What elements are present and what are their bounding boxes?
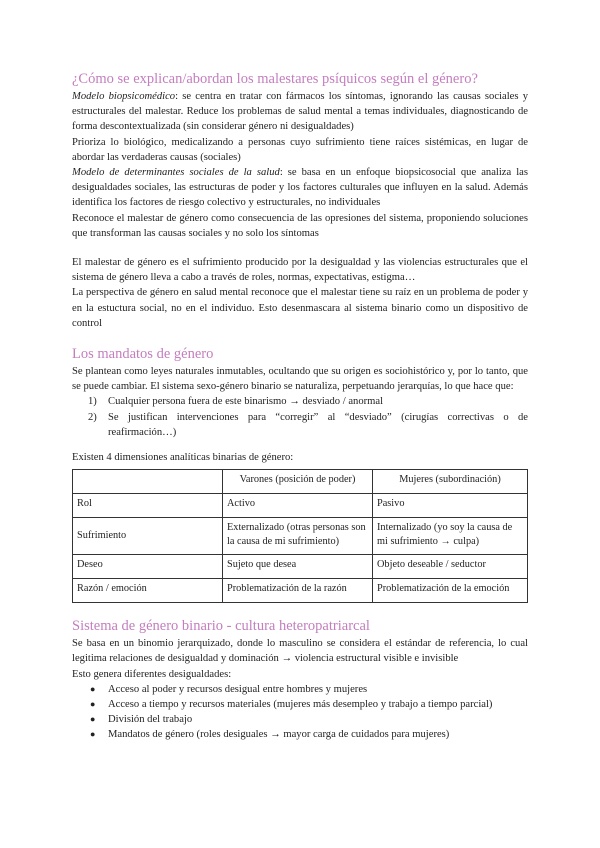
table-caption: Existen 4 dimensiones analíticas binarias de género: [72,452,294,464]
table-cell: Sufrimiento [73,518,223,555]
bullet-icon: ● [90,683,96,694]
gender-dimensions-table [72,469,528,603]
document-page [72,70,528,743]
bullet-list [72,682,528,743]
bullet-icon: ● [90,729,96,740]
list-number: 1) [88,396,97,408]
paragraph-malestar-genero: El malestar de género es el sufrimiento producido por la desigualdad y las violencias estructurales que el sistema de género lleva a cabo a través de roles, normas, expectativas, estigma… [72,257,528,284]
table-cell: Problematización de la emoción [373,579,528,603]
table-header-cell: Varones (posición de poder) [223,470,373,494]
paragraph-prioriza: Prioriza lo biológico, medicalizando a personas cuyo sufrimiento tiene raíces sistémicas, en lugar de abordar las verdaderas causas (sociales) [72,136,528,163]
table-cell: Pasivo [373,494,528,518]
paragraph-mandatos-intro: Se plantean como leyes naturales inmutables, ocultando que su origen es sociohistórico y, por lo tanto, que se puede cambiar. El sistema sexo-género binario se naturaliza, perpetuando jerarquías, lo que hace que: [72,366,528,393]
table-header-cell: Mujeres (subordinación) [373,470,528,494]
table-cell: Rol [73,494,223,518]
paragraph-reconoce: Reconoce el malestar de género como consecuencia de las opresiones del sistema, proponiendo soluciones que transforman las causas sociales y no solo los síntomas [72,212,528,239]
list-item [72,394,528,409]
paragraph-desigualdades: Esto genera diferentes desigualdades: [72,668,232,680]
text-determinantes: : se basa en un enfoque biopsicosocial que analiza las desigualdades sociales, las estructuras de poder y los factores culturales que influyen en la salud. Además identifica los factores de riesgo colectivo y estructurales, no individuales [72,167,528,209]
table-header-cell [73,470,223,494]
list-item-text: Acceso al poder y recursos desigual entre hombres y mujeres [108,683,368,695]
list-item-text: Acceso a tiempo y recursos materiales (mujeres más desempleo y trabajo a tiempo parcial) [108,699,493,711]
paragraph-modelo-biopsicomedico [72,89,528,135]
table-row [73,579,528,603]
list-item [72,410,528,440]
list-number: 2) [88,411,97,423]
table-row [73,555,528,579]
list-item-text: División del trabajo [108,714,193,726]
table-cell: Deseo [73,555,223,579]
table-cell: Problematización de la razón [223,579,373,603]
section-heading-mandatos: Los mandatos de género [72,346,214,363]
bullet-icon: ● [90,714,96,725]
section-heading-malestares: ¿Cómo se explican/abordan los malestares psíquicos según el género? [72,71,478,87]
table-cell: Internalizado (yo soy la causa de mi sufrimiento → culpa) [373,518,528,555]
term-determinantes: Modelo de determinantes sociales de la salud [72,167,280,179]
list-item [72,682,528,697]
list-item [72,712,528,727]
numbered-list [72,394,528,440]
table-header-row [73,470,528,494]
table-cell: Razón / emoción [73,579,223,603]
bullet-icon: ● [90,699,96,710]
table-row [73,494,528,518]
term-biopsicomedico: Modelo biopsicomédico [72,91,176,102]
list-item-text: Cualquier persona fuera de este binarismo → desviado / anormal [108,396,384,408]
table-cell: Activo [223,494,373,518]
list-item-text: Mandatos de género (roles desiguales → mayor carga de cuidados para mujeres) [108,729,450,741]
paragraph-perspectiva: La perspectiva de género en salud mental reconoce que el malestar tiene su raíz en un problema de poder y en la estuctura social, no en el individuo. Esto desenmascara al sistema binario como un dispositivo de control [72,287,528,329]
table-cell: Objeto deseable / seductor [373,555,528,579]
paragraph-modelo-determinantes [72,165,528,211]
list-item [72,727,528,742]
list-item [72,697,528,712]
section-heading-sistema-binario: Sistema de género binario - cultura heteropatriarcal [72,618,370,635]
text-biopsicomedico: : se centra en tratar con fármacos los síntomas, ignorando las causas sociales y estructurales del malestar. Reduce los problemas de salud mental a temas individuales, diagnosticando de forma descontextualizada (sin considerar género ni desigualdades) [72,91,528,133]
table-cell: Externalizado (otras personas son la causa de mi sufrimiento) [223,518,373,555]
paragraph-binomio: Se basa en un binomio jerarquizado, donde lo masculino se considera el estándar de referencia, lo cual legitima relaciones de desigualdad y dominación → violencia estructural visible e invisible [72,638,528,665]
table-row [73,518,528,555]
table-cell: Sujeto que desea [223,555,373,579]
list-item-text: Se justifican intervenciones para “corregir” al “desviado” (cirugías correctivas o de reafirmación…) [108,411,528,438]
